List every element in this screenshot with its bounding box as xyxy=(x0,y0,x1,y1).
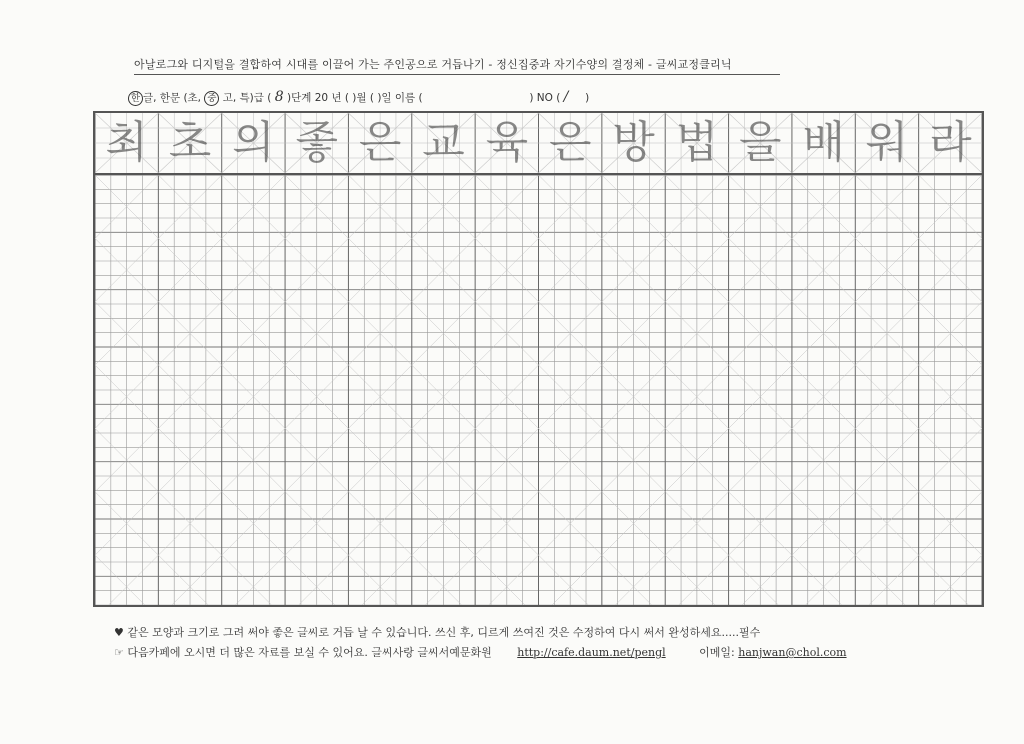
no-label: ) NO ( xyxy=(529,92,561,104)
level-circled: 중 xyxy=(204,91,219,106)
grade-value: 8 xyxy=(274,89,284,105)
model-char: 초 xyxy=(168,117,212,168)
model-char: 좋 xyxy=(295,117,339,168)
slogan-header: 아날로그와 디지털을 결합하여 시대를 이끌어 가는 주인공으로 거듭나기 - 정신집중과 자기수양의 결정체 - 글씨교정클리닉 xyxy=(134,56,780,75)
model-char: 교 xyxy=(422,117,465,168)
no-value: / xyxy=(563,89,569,105)
model-char: 법 xyxy=(675,117,719,168)
model-char: 을 xyxy=(739,117,782,168)
model-char: 배 xyxy=(802,117,845,168)
model-char: 워 xyxy=(865,117,909,168)
script-rest: 글, 한문 (초, xyxy=(143,92,202,104)
footer-cafe-line xyxy=(114,644,847,660)
email-label: 이메일: xyxy=(699,646,735,659)
model-char: 은 xyxy=(358,117,402,168)
footer-instruction: ♥ 같은 모양과 크기로 그려 써야 좋은 글씨로 거듭 날 수 있습니다. 쓰신 후, 디르게 쓰여진 것은 수정하여 다시 써서 완성하세요.....필수 xyxy=(114,626,761,639)
model-char: 육 xyxy=(485,117,529,168)
practice-area[interactable] xyxy=(95,175,982,605)
cafe-link[interactable]: http://cafe.daum.net/pengl xyxy=(517,646,666,659)
info-line xyxy=(128,89,589,106)
model-sentence xyxy=(95,113,982,173)
practice-gridlines xyxy=(95,175,982,605)
no-close: ) xyxy=(585,92,590,104)
footer-cafe-text: ☞ 다음카페에 오시면 더 많은 자료를 보실 수 있어요. 글씨사랑 글씨서예문화원 xyxy=(114,646,492,659)
model-char: 라 xyxy=(929,117,972,168)
model-char: 최 xyxy=(105,117,148,168)
script-circled: 한 xyxy=(128,91,143,106)
level-rest: 고, 특)급 ( xyxy=(222,92,272,104)
model-char: 방 xyxy=(612,117,655,168)
model-char: 은 xyxy=(548,117,592,168)
stage-date-name-label: )단계 20 년 ( )월 ( )일 이름 ( xyxy=(286,92,423,104)
email-link[interactable]: hanjwan@chol.com xyxy=(738,646,847,659)
practice-grid xyxy=(93,111,984,607)
model-char: 의 xyxy=(232,117,275,168)
model-sentence-row xyxy=(95,113,982,175)
